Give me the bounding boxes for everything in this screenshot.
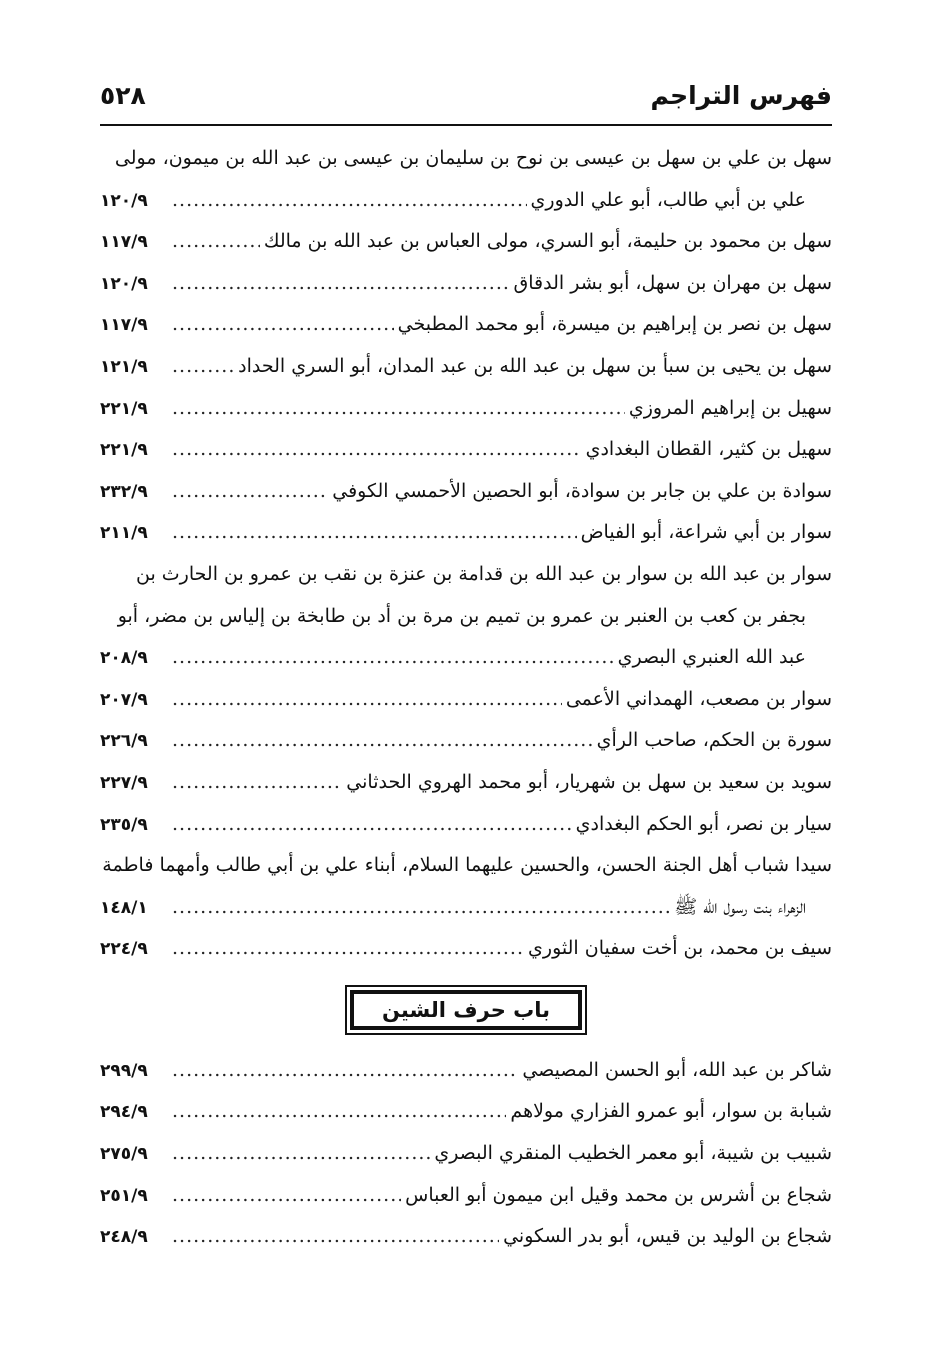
entries-group-sin: [100, 138, 832, 970]
index-entry: [100, 429, 832, 471]
entry-page-ref: ١٤٨/١: [100, 897, 148, 918]
index-entry: [100, 1091, 832, 1133]
dot-leader: [172, 762, 342, 804]
entry-page-ref: ١٢٠/٩: [100, 190, 148, 211]
entry-text: سوار بن عبد الله بن سوار بن عبد الله بن قدامة بن عنزة بن نقب بن عمرو بن الحارث بن: [136, 562, 832, 585]
entry-line: [100, 762, 832, 804]
entry-text: سهل بن مهران بن سهل، أبو بشر الدقاق: [513, 271, 832, 294]
entry-text: بجفر بن كعب بن العنبر بن عمرو بن تميم بن مرة بن أد بن طابخة بن إلياس بن مضر، أبو: [117, 604, 806, 627]
page-number: ٥٢٨: [100, 81, 146, 110]
dot-leader: [172, 471, 328, 513]
entry-line: [100, 263, 832, 305]
dot-leader: [172, 1091, 506, 1133]
index-entry: [100, 1216, 832, 1258]
entry-text: شاكر بن عبد الله، أبو الحسن المصيصي: [522, 1058, 832, 1081]
entry-page-ref: ٢٩٩/٩: [100, 1060, 148, 1081]
index-entry: [100, 304, 832, 346]
entry-text: شبابة بن سوار، أبو عمرو الفزاري مولاهم: [510, 1100, 832, 1123]
entry-text: سهل بن محمود بن حليمة، أبو السري، مولى العباس بن عبد الله بن مالك: [263, 230, 832, 253]
entry-line: [100, 596, 832, 638]
index-entry: [100, 221, 832, 263]
dot-leader: [172, 1133, 430, 1175]
entry-text: سهل بن علي بن سهل بن عيسى بن نوح بن سليمان بن عيسى بن عبد الله بن ميمون، مولى: [114, 147, 832, 169]
entry-line: [100, 679, 832, 721]
entry-page-ref: ١١٧/٩: [100, 232, 148, 253]
index-content: [100, 138, 832, 1258]
entry-page-ref: ٢٢١/٩: [100, 398, 148, 419]
index-entry: [100, 762, 832, 804]
entry-line: [100, 304, 832, 346]
entry-line: [100, 554, 832, 596]
entry-line: [100, 887, 832, 929]
entry-page-ref: ١١٧/٩: [100, 315, 148, 336]
dot-leader: [172, 1050, 518, 1092]
dot-leader: [172, 304, 394, 346]
entry-line: [100, 637, 832, 679]
entry-line: [100, 388, 832, 430]
entry-line: [100, 471, 832, 513]
entry-text: سوادة بن علي بن جابر بن سوادة، أبو الحصين الأحمسي الكوفي: [332, 479, 832, 502]
entry-text: سهيل بن إبراهيم المروزي: [628, 396, 832, 419]
index-entry: [100, 346, 832, 388]
dot-leader: [172, 263, 510, 305]
entry-text: الزهراء بنت رسول الله ﷺ: [674, 895, 806, 918]
entry-text: سيف بن محمد، بن أخت سفيان الثوري: [528, 937, 832, 960]
index-entry: [100, 1175, 832, 1217]
entry-text: سوار بن أبي شراعة، أبو الفياض: [580, 521, 832, 544]
page-header: [100, 60, 832, 126]
index-entry: [100, 138, 832, 221]
entry-line: [100, 138, 832, 180]
entry-page-ref: ٢٤٨/٩: [100, 1227, 148, 1248]
entry-text: سهل بن يحيى بن سبأ بن سهل بن عبد الله بن عبد المدان، أبو السري الحداد: [238, 354, 832, 377]
entry-line: [100, 928, 832, 970]
entry-page-ref: ١٢٠/٩: [100, 273, 148, 294]
entry-line: [100, 346, 832, 388]
dot-leader: [172, 1175, 401, 1217]
section-heading: باب حرف الشين: [350, 990, 582, 1030]
page-title: فهرس التراجم: [650, 81, 832, 110]
dot-leader: [172, 180, 527, 222]
index-entry: [100, 679, 832, 721]
entry-page-ref: ٢٧٥/٩: [100, 1144, 148, 1165]
entry-text: سيار بن نصر، أبو الحكم البغدادي: [575, 812, 832, 835]
entry-text: سوار بن مصعب، الهمداني الأعمى: [565, 687, 832, 710]
dot-leader: [172, 928, 524, 970]
entry-page-ref: ٢٣٥/٩: [100, 814, 148, 835]
entry-line: [100, 1133, 832, 1175]
dot-leader: [172, 887, 670, 929]
dot-leader: [172, 804, 572, 846]
entries-group-shin: [100, 1050, 832, 1258]
entry-line: [100, 1091, 832, 1133]
entry-page-ref: ٢٠٨/٩: [100, 648, 148, 669]
entry-text: شجاع بن الوليد بن قيس، أبو بدر السكوني: [503, 1225, 832, 1248]
entry-line: [100, 221, 832, 263]
index-entry: [100, 388, 832, 430]
entry-line: [100, 804, 832, 846]
entry-page-ref: ٢٠٧/٩: [100, 689, 148, 710]
index-entry: [100, 512, 832, 554]
dot-leader: [172, 346, 234, 388]
entry-line: [100, 180, 832, 222]
dot-leader: [172, 388, 625, 430]
entry-text: سورة بن الحكم، صاحب الرأي: [596, 729, 832, 752]
dot-leader: [172, 637, 614, 679]
entry-text: شبيب بن شيبة، أبو معمر الخطيب المنقري البصري: [434, 1142, 832, 1165]
dot-leader: [172, 720, 593, 762]
entry-text: عبد الله العنبري البصري: [617, 646, 806, 669]
entry-page-ref: ٢٢١/٩: [100, 440, 148, 461]
dot-leader: [172, 221, 260, 263]
index-entry: [100, 845, 832, 928]
dot-leader: [172, 512, 577, 554]
index-entry: [100, 554, 832, 679]
dot-leader: [172, 679, 562, 721]
entry-text: سهل بن نصر بن إبراهيم بن ميسرة، أبو محمد المطبخي: [397, 313, 832, 336]
entry-line: [100, 429, 832, 471]
dot-leader: [172, 429, 582, 471]
entry-text: سويد بن سعيد بن سهل بن شهريار، أبو محمد الهروي الحدثاني: [346, 770, 832, 793]
entry-page-ref: ٢٣٢/٩: [100, 481, 148, 502]
entry-line: [100, 1175, 832, 1217]
entry-page-ref: ١٢١/٩: [100, 356, 148, 377]
entry-page-ref: ٢٩٤/٩: [100, 1102, 148, 1123]
entry-line: [100, 1216, 832, 1258]
section-heading-frame: [345, 985, 587, 1035]
index-entry: [100, 720, 832, 762]
index-entry: [100, 928, 832, 970]
entry-text: سهيل بن كثير، القطان البغدادي: [585, 438, 832, 461]
entry-line: [100, 1050, 832, 1092]
entry-text: علي بن أبي طالب، أبو علي الدوري: [530, 188, 806, 211]
index-entry: [100, 1133, 832, 1175]
dot-leader: [172, 1216, 499, 1258]
entry-page-ref: ٢٢٧/٩: [100, 772, 148, 793]
entry-line: [100, 720, 832, 762]
entry-line: [100, 845, 832, 887]
index-entry: [100, 263, 832, 305]
entry-page-ref: ٢٢٤/٩: [100, 939, 148, 960]
entry-line: [100, 512, 832, 554]
entry-page-ref: ٢٥١/٩: [100, 1185, 148, 1206]
entry-text: شجاع بن أشرس بن محمد وقيل ابن ميمون أبو العباس: [405, 1183, 832, 1206]
index-entry: [100, 1050, 832, 1092]
entry-text: سيدا شباب أهل الجنة الحسن، والحسين عليهما السلام، أبناء علي بن أبي طالب وأمهما فاطمة: [102, 854, 832, 877]
entry-page-ref: ٢٢٦/٩: [100, 731, 148, 752]
index-entry: [100, 804, 832, 846]
section-heading-wrap: [100, 970, 832, 1050]
index-entry: [100, 471, 832, 513]
entry-page-ref: ٢١١/٩: [100, 523, 148, 544]
